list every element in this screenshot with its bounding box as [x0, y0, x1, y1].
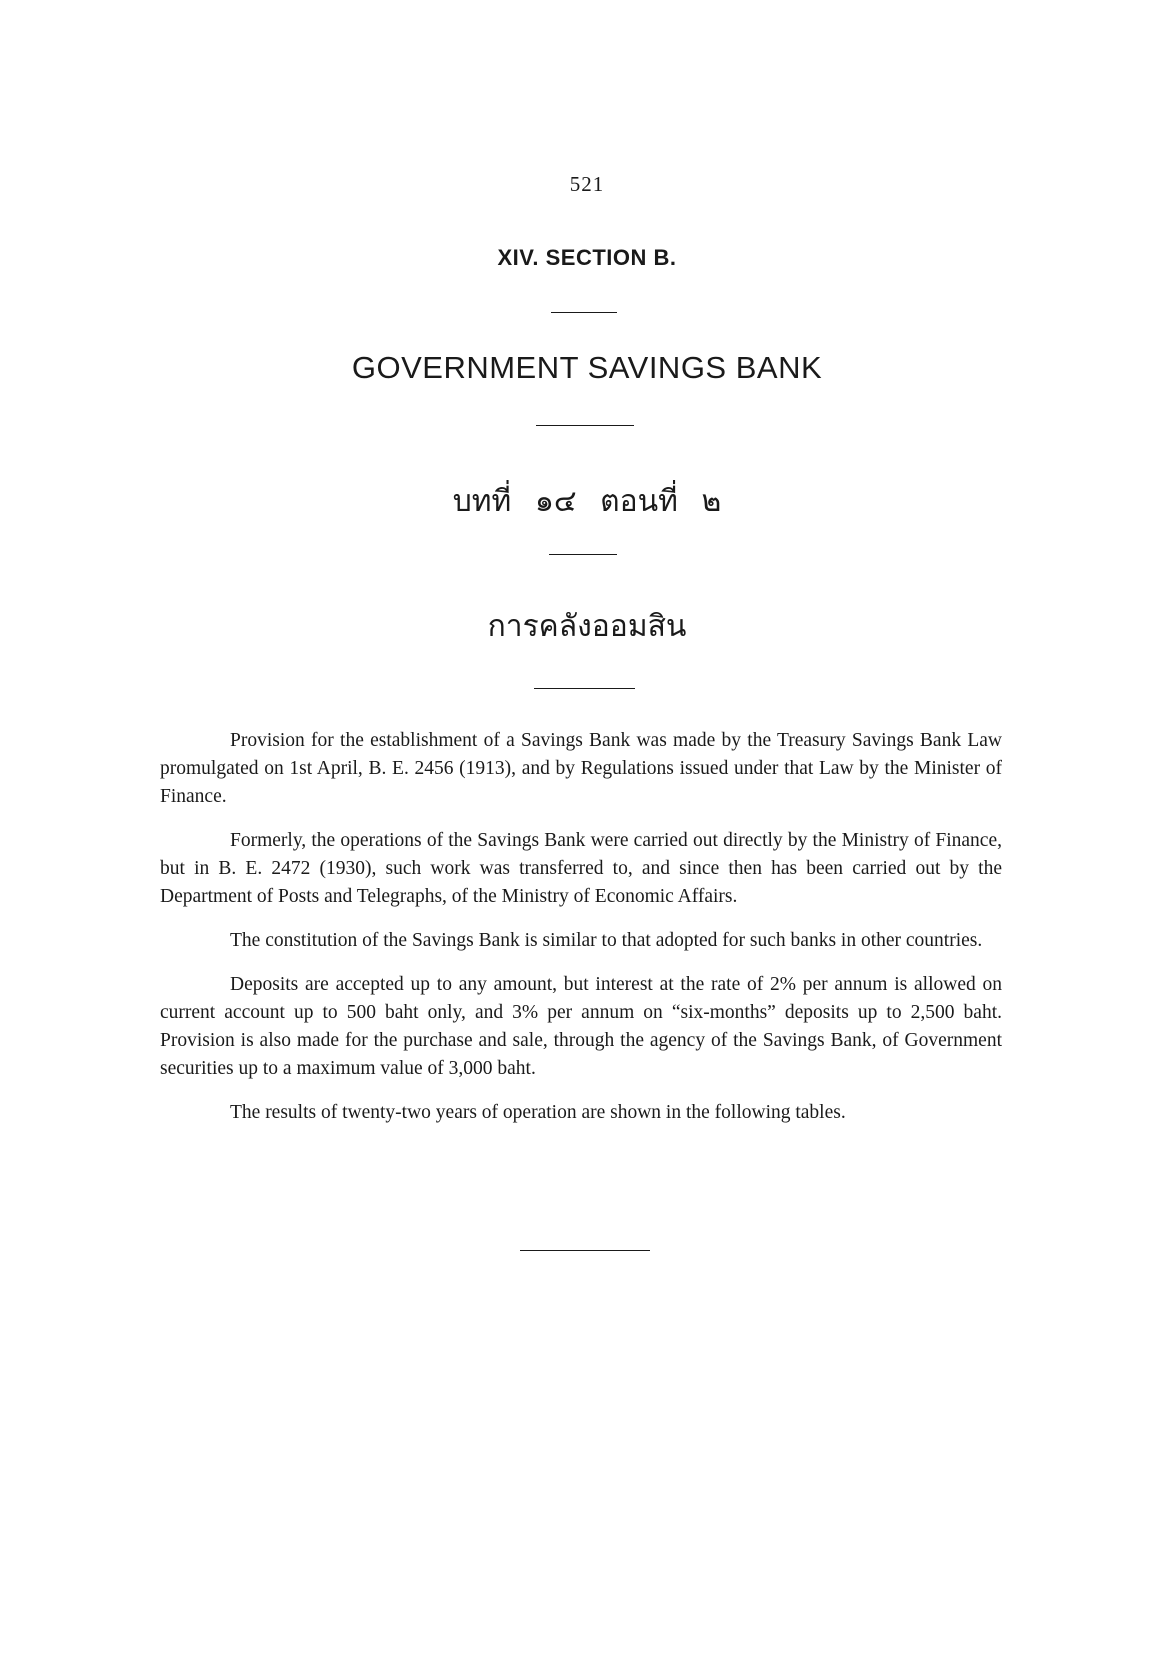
page-number: 521: [569, 172, 605, 196]
divider-2: [536, 425, 634, 426]
thai-reference: บทที่ ๑๔ ตอนที่ ๒: [452, 484, 722, 519]
divider-3: [549, 554, 617, 555]
page-title: GOVERNMENT SAVINGS BANK: [351, 350, 823, 385]
paragraph-establishment: Provision for the establishment of a Savings Bank was made by the Treasury Savings Bank Law promulgated on 1st April, B. E. 2456 (1913), and by Regulations issued under that Law by the Minister of Finance.: [160, 730, 1002, 807]
divider-4: [534, 688, 635, 689]
paragraph-operations: Formerly, the operations of the Savings Bank were carried out directly by the Ministry of Finance, but in B. E. 2472 (1930), such work was transferred to, and since then has been carried out by the Department of Posts and Telegraphs, of the Ministry of Economic Affairs.: [160, 830, 1002, 907]
divider-1: [551, 312, 617, 313]
divider-5: [520, 1250, 650, 1251]
paragraph-results: The results of twenty-two years of operation are shown in the following tables.: [230, 1102, 846, 1123]
paragraph-constitution: The constitution of the Savings Bank is similar to that adopted for such banks in other countries.: [230, 930, 983, 951]
section-heading: XIV. SECTION B.: [497, 245, 677, 270]
body-text: [160, 727, 1002, 1143]
thai-title: การคลังออมสิน: [487, 609, 687, 644]
paragraph-deposits: Deposits are accepted up to any amount, but interest at the rate of 2% per annum is allowed on current account up to 500 baht only, and 3% per annum on “six-months” deposits up to 2,500 baht. Provision is also made for the purchase and sale, through the agency of the Savings Bank, of Government securities up to a maximum value of 3,000 baht.: [160, 974, 1002, 1079]
